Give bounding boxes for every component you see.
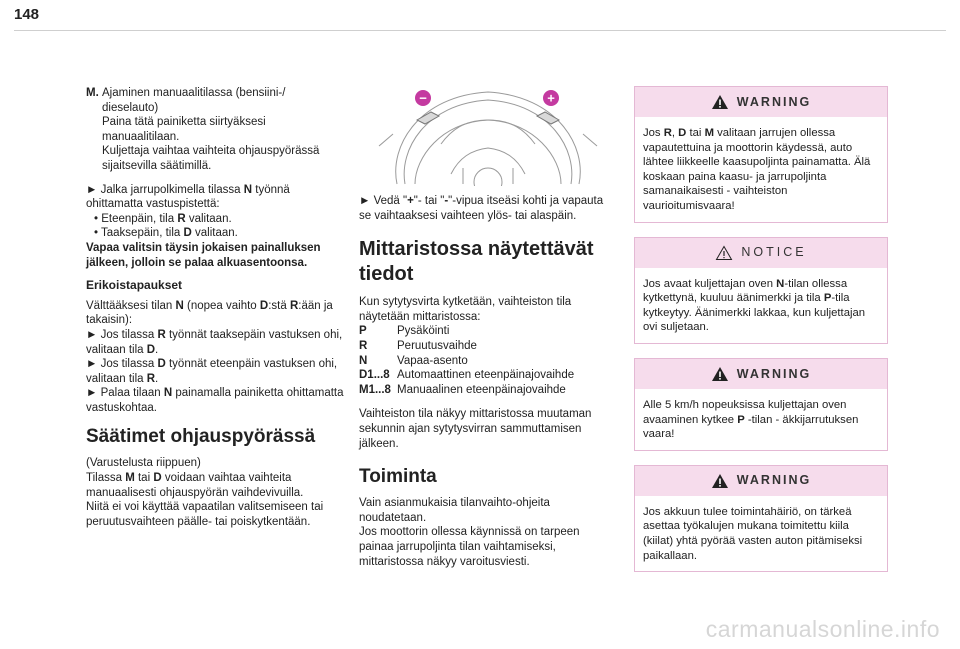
warning-box-3 — [634, 465, 888, 572]
special-case-d: ► Jos tilassa D työnnät eteenpäin vastuksen ohi, valitaan tila R. — [86, 358, 338, 385]
special-case-r: ► Jos tilassa R työnnät taaksepäin vastuksen ohi, valitaan tila D. — [86, 328, 343, 356]
steering-wheel-illustration — [359, 86, 617, 186]
column-right — [634, 86, 888, 586]
warning-header — [635, 466, 887, 496]
steering-text: Tilassa M tai D voidaan vaihtaa vaihteita manuaalisesti ohjauspyörän vaihdevivuilla. — [86, 472, 304, 499]
bullet-backward: • Taaksepäin, tila D valitaan. — [94, 226, 348, 241]
special-intro: Välttääksesi tilan N (nopea vaihto D:stä R:ään ja takaisin): — [86, 299, 333, 327]
mode-m-text — [100, 86, 319, 174]
page-number: 148 — [14, 6, 40, 23]
top-rule — [14, 30, 946, 31]
gear-row: N Vapaa-asento — [359, 354, 468, 367]
mode-m-line: Ajaminen manuaalitilassa (bensiini-/ — [102, 87, 286, 99]
plus-paddle-label: + — [547, 90, 555, 106]
warning-label: WARNING — [736, 366, 812, 381]
column-middle — [359, 86, 617, 569]
operation-text-2: Jos moottorin ollessa käynnissä on tarpeen painaa jarrupoljinta tilan vaihtamiseksi, mittaristossa näkyy varoitusviesti. — [359, 526, 580, 568]
notice-label: NOTICE — [741, 245, 807, 260]
warning-triangle-icon — [711, 366, 729, 382]
watermark: carmanualsonline.info — [705, 616, 940, 642]
mode-m-item — [86, 86, 348, 174]
minus-paddle-label: − — [419, 90, 427, 106]
warning-triangle-icon — [711, 473, 729, 489]
notice-body: Jos avaat kuljettajan oven N-tilan ollessa kytkettynä, kuuluu äänimerkki ja tila P-tila kytkeytyy. Äänimerkki lakkaa, kun kuljettajan ovi suljetaan. — [643, 277, 866, 334]
mode-m-line: Kuljettaja vaihtaa vaihteita ohjauspyörässä — [102, 145, 320, 158]
warning-body: Alle 5 km/h nopeuksissa kuljettajan oven avaaminen kytkee P -tilan - äkkijarrutuksen vaara! — [643, 398, 859, 441]
mode-m-line: dieselauto) — [102, 101, 159, 114]
operation-text-1: Vain asianmukaisia tilanvaihto-ohjeita noudatetaan. — [359, 497, 550, 524]
mode-m-line: Paina tätä painiketta siirtyäksesi — [102, 116, 266, 129]
steering-limit: Niitä ei voi käyttää vapaatilan valitsemiseen tai peruutusvaihteen päälle- tai poiskytkentään. — [86, 501, 324, 528]
gear-row: P Pysäköinti — [359, 325, 450, 338]
bullet-forward: • Eteenpäin, tila R valitaan. — [94, 212, 348, 227]
mode-m-key: M. — [86, 87, 99, 99]
notice-triangle-icon — [715, 245, 733, 261]
steering-wheel-figure — [359, 86, 617, 186]
notice-box — [634, 237, 888, 344]
warning-header — [635, 359, 887, 389]
direction-list — [86, 212, 348, 241]
notice-header — [635, 238, 887, 268]
mode-m-line: manuaalitilaan. — [102, 130, 180, 143]
special-cases-heading: Erikoistapaukset — [86, 278, 183, 293]
gear-row: D1...8 Automaattinen eteenpäinajovaihde — [359, 369, 575, 382]
warning-header — [635, 87, 887, 117]
instrument-after: Vaihteiston tila näkyy mittaristossa muutaman sekunnin ajan sytytysvirran sammuttamisen jälkeen. — [359, 408, 592, 450]
warning-body: Jos akkuun tulee toimintahäiriö, on tärkeä asettaa työkalujen mukana toimitettu kiila (kiilat) yhtä pyörää vasten auton pitämiseksi paikallaan. — [643, 505, 863, 562]
left-paddle-icon — [417, 112, 439, 124]
gear-row: R Peruutusvaihde — [359, 339, 477, 352]
instrument-intro: Kun sytytysvirta kytketään, vaihteiston tila näytetään mittaristossa: — [359, 296, 572, 323]
steering-heading: Säätimet ohjauspyörässä — [86, 426, 316, 448]
warning-triangle-icon — [711, 94, 729, 110]
warning-box-2 — [634, 358, 888, 451]
brake-instruction: ► Jalka jarrupolkimella tilassa N työnnä ohittamatta vastuspistettä: — [86, 183, 290, 211]
warning-box-1 — [634, 86, 888, 223]
mode-m-line: sijaitsevilla säätimillä. — [102, 159, 212, 172]
special-case-n: ► Palaa tilaan N painamalla painiketta ohittamatta vastuskohtaa. — [86, 387, 344, 414]
right-paddle-icon — [537, 112, 559, 124]
gear-mode-list — [359, 324, 617, 397]
warning-body: Jos R, D tai M valitaan jarrujen ollessa vapautettuina ja moottorin käydessä, auto lähtee liikkeelle kaasupoljinta painamatta. Älä koskaan paina kaasu- ja jarrupoljinta samanaikaisesti - vaihteiston vaurioitumisvaara! — [643, 127, 871, 212]
gear-row: M1...8 Manuaalinen eteenpäinajovaihde — [359, 383, 566, 396]
release-note: Vapaa valitsin täysin jokaisen painalluksen jälkeen, jolloin se palaa alkuasentoonsa. — [86, 241, 321, 269]
paddle-instruction: ► Vedä "+"- tai "-"-vipua itseäsi kohti ja vapauta se vaihtaaksesi vaihteen ylös- tai alaspäin. — [359, 195, 604, 222]
column-left — [86, 86, 348, 529]
warning-label: WARNING — [736, 94, 812, 109]
operation-heading: Toiminta — [359, 466, 437, 488]
warning-label: WARNING — [736, 473, 812, 488]
instrument-heading: Mittaristossa näytettävät tiedot — [359, 238, 594, 286]
steering-optional: (Varustelusta riippuen) — [86, 457, 201, 470]
